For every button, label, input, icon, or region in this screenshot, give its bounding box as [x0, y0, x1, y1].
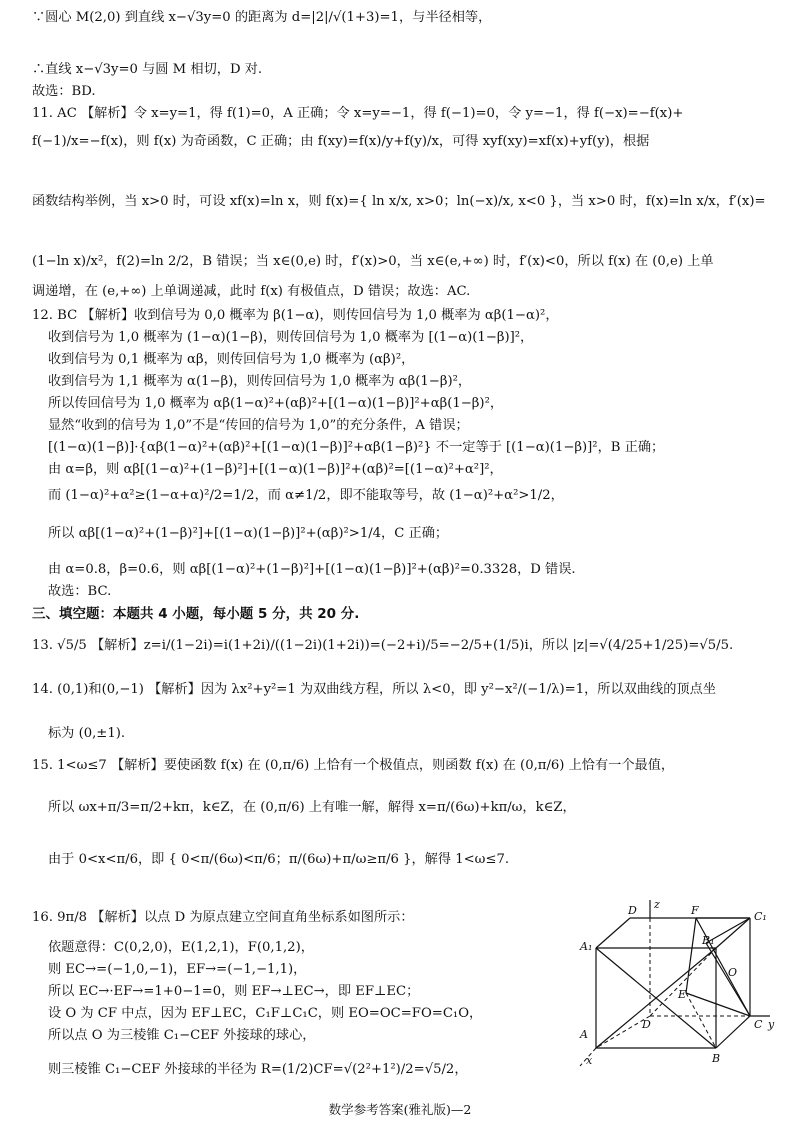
label-z: z: [654, 898, 660, 911]
text-line: 则三棱锥 C₁−CEF 外接球的半径为 R=(1/2)CF=√(2²+1²)/2=√5/2，: [48, 1062, 468, 1077]
text-line: ∵圆心 M(2,0) 到直线 x−√3y=0 的距离为 d=|2|/√(1+3)=1，与半径相等，: [32, 10, 492, 25]
text-line: 13. √5/5 【解析】z=i/(1−2i)=i(1+2i)/((1−2i)(1+2i))=(−2+i)/5=−2/5+(1/5)i，所以 |z|=√(4/25+1/25)=√5/5.: [32, 638, 734, 653]
text-line: 收到信号为 0,1 概率为 αβ，则传回信号为 1,0 概率为 (αβ)²，: [48, 352, 415, 367]
text-line: 函数结构举例，当 x>0 时，可设 xf(x)=ln x，则 f(x)={ ln x/x, x>0；ln(−x)/x, x<0 }，当 x>0 时，f(x)=ln x/x，f′(x)=: [32, 194, 766, 209]
text-line: [(1−α)(1−β)]·{αβ(1−α)²+(αβ)²+[(1−α)(1−β)]²+αβ(1−β)²} 不一定等于 [(1−α)(1−β)]²，B 正确；: [48, 440, 665, 455]
label-A1: A₁: [580, 940, 593, 953]
label-F: F: [691, 904, 699, 917]
text-line: 调递增，在 (e,+∞) 上单调递减，此时 f(x) 有极值点，D 错误；故选：AC.: [32, 284, 471, 299]
text-line: (1−ln x)/x²，f(2)=ln 2/2，B 错误；当 x∈(0,e) 时，f′(x)>0，当 x∈(e,+∞) 时，f′(x)<0，所以 f(x) 在 (0,e) 上单: [32, 254, 714, 269]
label-C: C: [754, 1018, 763, 1031]
text-line: 由 α=0.8，β=0.6，则 αβ[(1−α)²+(1−β)²]+[(1−α)(1−β)]²+(αβ)²=0.3328，D 错误.: [48, 562, 576, 577]
text-line: 由 α=β，则 αβ[(1−α)²+(1−β)²]+[(1−α)(1−β)]²+(αβ)²=[(1−α)²+α²]²，: [48, 462, 503, 477]
label-D1: D: [628, 904, 637, 917]
label-y: y: [768, 1018, 775, 1031]
text-line: 15. 1<ω≤7 【解析】要使函数 f(x) 在 (0,π/6) 上恰有一个极值点，则函数 f(x) 在 (0,π/6) 上恰有一个最值，: [32, 758, 675, 773]
label-B1: B₁: [702, 934, 715, 947]
text-line: 所以 EC→·EF→=1+0−1=0，则 EF→⊥EC→，即 EF⊥EC；: [48, 984, 420, 999]
label-E: E: [678, 988, 687, 1001]
text-line: 故选：BC.: [48, 584, 112, 599]
text-line: 12. BC 【解析】收到信号为 0,0 概率为 β(1−α)，则传回信号为 1,0 概率为 αβ(1−α)²，: [32, 308, 559, 323]
text-line: 所以传回信号为 1,0 概率为 αβ(1−α)²+(αβ)²+[(1−α)(1−β)]²+αβ(1−β)²，: [48, 396, 504, 411]
label-D: D: [642, 1018, 651, 1031]
text-line: 14. (0,1)和(0,−1) 【解析】因为 λx²+y²=1 为双曲线方程，所以 λ<0，即 y²−x²/(−1/λ)=1，所以双曲线的顶点坐: [32, 682, 716, 697]
text-line: 收到信号为 1,1 概率为 α(1−β)，则传回信号为 1,0 概率为 αβ(1−β)²，: [48, 374, 472, 389]
text-line: 11. AC 【解析】令 x=y=1，得 f(1)=0，A 正确；令 x=y=−1，得 f(−1)=0，令 y=−1，得 f(−x)=−f(x)+: [32, 106, 684, 121]
text-line: 显然“收到的信号为 1,0”不是“传回的信号为 1,0”的充分条件，A 错误；: [48, 418, 469, 433]
text-line: 收到信号为 1,0 概率为 (1−α)(1−β)，则传回信号为 1,0 概率为 [(1−α)(1−β)]²，: [48, 330, 534, 345]
page-footer: 数学参考答案(雅礼版)—2: [328, 1102, 472, 1117]
text-line: f(−1)/x=−f(x)，则 f(x) 为奇函数，C 正确；由 f(xy)=f(x)/y+f(y)/x，可得 xyf(xy)=xf(x)+yf(y)，根据: [32, 134, 650, 149]
text-line: ∴直线 x−√3y=0 与圆 M 相切，D 对.: [32, 62, 263, 77]
text-line: 所以点 O 为三棱锥 C₁−CEF 外接球的球心，: [48, 1028, 316, 1043]
text-line: 则 EC→=(−1,0,−1)，EF→=(−1,−1,1)，: [48, 962, 307, 977]
text-line: 依题意得：C(0,2,0)，E(1,2,1)，F(0,1,2)，: [48, 940, 314, 955]
label-x: x: [586, 1054, 593, 1067]
text-line: 所以 ωx+π/3=π/2+kπ，k∈Z，在 (0,π/6) 上有唯一解，解得 x=π/(6ω)+kπ/ω，k∈Z，: [48, 800, 576, 815]
text-line: 16. 9π/8 【解析】以点 D 为原点建立空间直角坐标系如图所示：: [32, 910, 414, 925]
label-C1: C₁: [754, 910, 767, 923]
text-line: 所以 αβ[(1−α)²+(1−β)²]+[(1−α)(1−β)]²+(αβ)²>1/4，C 正确；: [48, 526, 449, 541]
cube-figure: [578, 898, 778, 1068]
text-line: 故选：BD.: [32, 84, 96, 99]
label-B: B: [712, 1052, 721, 1065]
label-A: A: [580, 1028, 588, 1041]
text-line: 三、填空题：本题共 4 小题，每小题 5 分，共 20 分.: [32, 606, 360, 622]
text-line: 而 (1−α)²+α²≥(1−α+α)²/2=1/2，而 α≠1/2，即不能取等号，故 (1−α)²+α²>1/2，: [48, 488, 564, 503]
text-line: 设 O 为 CF 中点，因为 EF⊥EC，C₁F⊥C₁C，则 EO=OC=FO=C₁O，: [48, 1006, 483, 1021]
text-line: 由于 0<x<π/6，即 { 0<π/(6ω)<π/6；π/(6ω)+π/ω≥π/6 }，解得 1<ω≤7.: [48, 852, 510, 867]
text-line: 标为 (0,±1).: [48, 726, 126, 741]
label-O: O: [728, 966, 738, 979]
